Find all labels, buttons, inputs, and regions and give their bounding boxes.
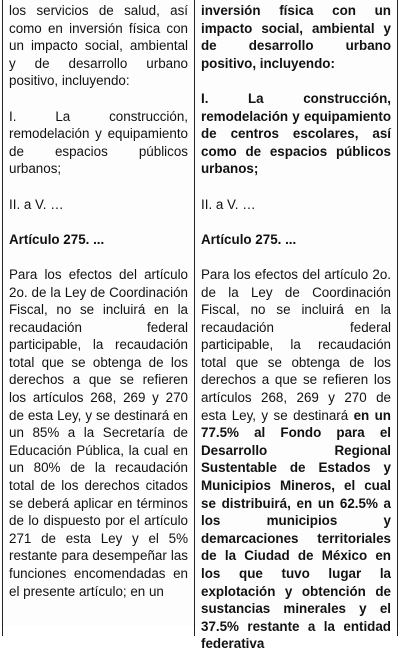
- left-article-heading: Artículo 275. ...: [9, 231, 105, 247]
- right-paragraph-fractions-ii-v: II. a V. …: [201, 196, 256, 212]
- right-paragraph-intro: inversión física con un impacto social, ambiental y de desarrollo urbano positivo, incluyendo:: [201, 3, 391, 71]
- right-body-regular-text: Para los efectos del artículo 2o. de la Ley de Coordinación Fiscal, no se incluirá en la recaudación federal participable, la recaudación total que se obtenga de los derechos a que se refieren los artículos 268, 269 y 270 de esta Ley, y se destinará: [201, 266, 391, 423]
- left-paragraph-fraction-i: I. La construcción, remodelación y equipamiento de espacios públicos urbanos;: [9, 108, 188, 177]
- right-paragraph-article-body: [201, 266, 391, 653]
- proposed-text-column: [195, 0, 397, 652]
- right-article-heading: Artículo 275. ...: [201, 231, 297, 247]
- left-paragraph-fractions-ii-v: II. a V. …: [9, 196, 64, 212]
- left-paragraph-intro: los servicios de salud, así como en inversión física con un impacto social, ambiental y de desarrollo urbano positivo, incluyendo:: [9, 3, 188, 89]
- comparison-table: [2, 0, 398, 652]
- right-paragraph-fraction-i: I. La construcción, remodelación y equipamiento de centros escolares, así como de espacios públicos urbanos;: [201, 90, 391, 177]
- right-body-bold-text: en un 77.5% al Fondo para el Desarrollo Regional Sustentable de Estados y Municipios Mineros, el cual se distribuirá, en un 62.5% a los municipios y demarcaciones territoriales de la Ciudad de México en los que tuvo lugar la explotación y obtención de sustancias minerales y el 37.5% restante a la entidad federativa: [201, 407, 391, 652]
- left-paragraph-article-body: Para los efectos del artículo 2o. de la Ley de Coordinación Fiscal, no se incluirá en la recaudación federal participable, la recaudación total que se obtenga de los derechos a que se refieren los artículos 268, 269 y 270 de esta Ley, y se destinará en un 85% a la Secretaría de Educación Pública, la cual en un 80% de la recaudación total de los derechos citados se deberá aplicar en términos de lo dispuesto por el artículo 271 de esta Ley y el 5% restante para desempeñar las funciones encomendadas en el presente artículo; en un: [9, 266, 188, 599]
- current-text-column: [3, 0, 195, 636]
